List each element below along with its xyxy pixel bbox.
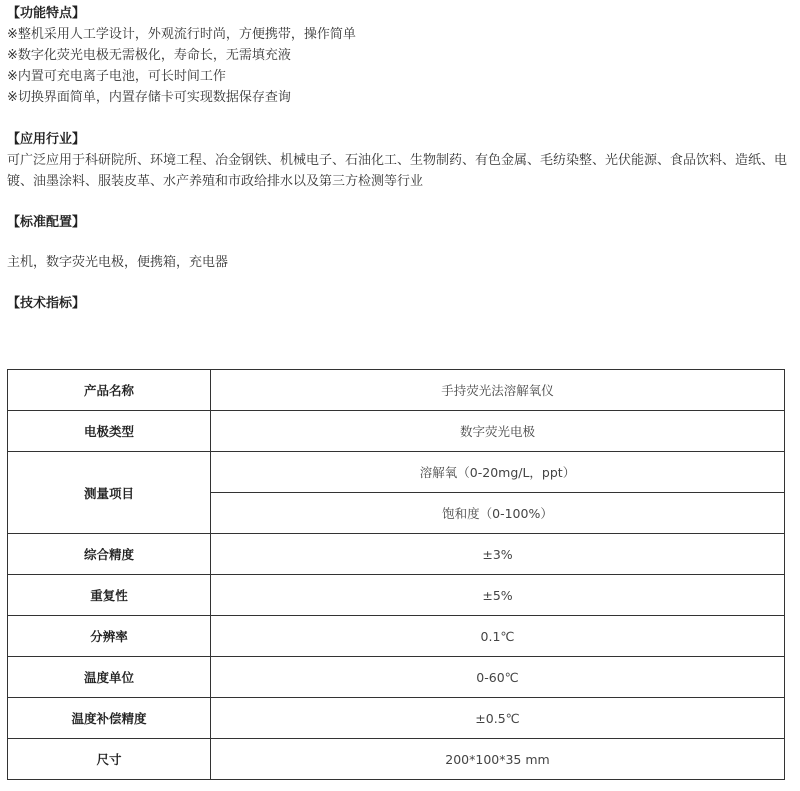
table-row — [8, 575, 785, 616]
feature-item: ※整机采用人工学设计，外观流行时尚，方便携带，操作简单 — [7, 27, 356, 42]
standard-config-heading: 【标准配置】 — [7, 215, 86, 230]
spec-label: 测量项目 — [8, 452, 211, 534]
industries-text: 可广泛应用于科研院所、环境工程、冶金钢铁、机械电子、石油化工、生物制药、有色金属、毛纺染整、光伏能源、食品饮料、造纸、电镀、油墨涂料、服装皮革、水产养殖和市政给排水以及第三方检测等行业 — [7, 153, 788, 189]
tech-specs-heading: 【技术指标】 — [7, 296, 86, 311]
spec-label: 温度单位 — [8, 657, 211, 698]
spec-label: 电极类型 — [8, 411, 211, 452]
table-row — [8, 698, 785, 739]
spec-table — [7, 369, 785, 780]
spec-value: 溶解氧（0-20mg/L，ppt） — [211, 452, 785, 493]
spec-label: 分辨率 — [8, 616, 211, 657]
industries-heading: 【应用行业】 — [7, 132, 86, 147]
spec-label: 温度补偿精度 — [8, 698, 211, 739]
feature-item: ※切换界面简单，内置存储卡可实现数据保存查询 — [7, 90, 291, 105]
table-row — [8, 739, 785, 780]
standard-config-text: 主机，数字荧光电极，便携箱，充电器 — [7, 255, 229, 270]
spec-value: 0-60℃ — [211, 657, 785, 698]
spec-label: 尺寸 — [8, 739, 211, 780]
table-row — [8, 657, 785, 698]
table-row — [8, 370, 785, 411]
table-row — [8, 452, 785, 493]
table-row — [8, 411, 785, 452]
table-row — [8, 534, 785, 575]
table-row — [8, 616, 785, 657]
spec-value: 饱和度（0-100%） — [211, 493, 785, 534]
spec-value: ±0.5℃ — [211, 698, 785, 739]
spec-value: 手持荧光法溶解氧仪 — [211, 370, 785, 411]
features-heading: 【功能特点】 — [7, 6, 86, 21]
spec-label: 产品名称 — [8, 370, 211, 411]
feature-item: ※数字化荧光电极无需极化，寿命长，无需填充液 — [7, 48, 291, 63]
spec-value: 数字荧光电极 — [211, 411, 785, 452]
spec-label: 综合精度 — [8, 534, 211, 575]
spec-value: ±5% — [211, 575, 785, 616]
feature-item: ※内置可充电离子电池，可长时间工作 — [7, 69, 226, 84]
spec-label: 重复性 — [8, 575, 211, 616]
spec-value: ±3% — [211, 534, 785, 575]
spec-value: 200*100*35 mm — [211, 739, 785, 780]
spec-value: 0.1℃ — [211, 616, 785, 657]
